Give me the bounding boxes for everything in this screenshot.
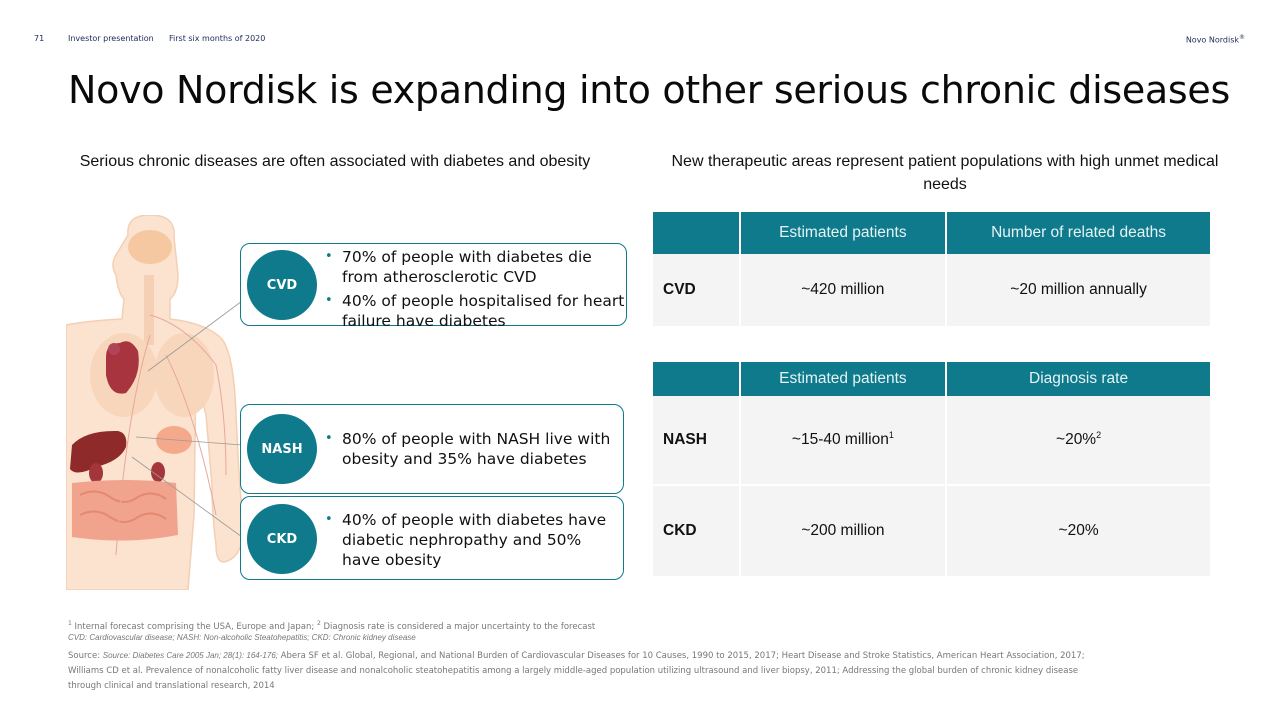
nash-patients bbox=[741, 396, 946, 484]
source-italic: Source: Diabetes Care 2005 Jan; 28(1): 164-176; bbox=[102, 651, 278, 660]
table-row bbox=[653, 254, 1210, 326]
breadcrumb-presentation: Investor presentation bbox=[68, 34, 154, 43]
cvd-deaths: ~20 million annually bbox=[947, 254, 1210, 326]
slide-header bbox=[0, 34, 1280, 46]
abbreviations: CVD: Cardiovascular disease; NASH: Non-alcoholic Steatohepatitis; CKD: Chronic kidney disease bbox=[68, 633, 416, 642]
brand-name: Novo Nordisk bbox=[1185, 35, 1239, 45]
nash-patients-value: ~15-40 million bbox=[791, 431, 889, 448]
header-estimated-patients: Estimated patients bbox=[741, 212, 946, 254]
nash-bullet-1: • 80% of people with NASH live with obesity and 35% have diabetes bbox=[325, 429, 623, 469]
header-empty bbox=[653, 212, 739, 254]
table-header-row bbox=[653, 212, 1210, 254]
nash-badge: NASH bbox=[247, 414, 317, 484]
source-line-1 bbox=[68, 648, 1085, 664]
table-row bbox=[653, 396, 1210, 484]
footnote-marker-2: 2 bbox=[316, 620, 321, 627]
header-empty bbox=[653, 362, 739, 396]
footnote-ref-1: 1 bbox=[888, 429, 894, 440]
page-number: 71 bbox=[34, 34, 45, 43]
ckd-patients: ~200 million bbox=[741, 486, 946, 576]
nash-ckd-table bbox=[651, 362, 1212, 576]
cvd-bullets bbox=[325, 247, 626, 331]
ckd-bullet-1: • 40% of people with diabetes have diabetic nephropathy and 50% have obesity bbox=[325, 510, 623, 570]
table-row bbox=[653, 486, 1210, 576]
cvd-patients: ~420 million bbox=[741, 254, 946, 326]
footnote-1: Internal forecast comprising the USA, Europe and Japan; bbox=[74, 621, 315, 632]
ckd-bullets bbox=[325, 510, 623, 570]
table-header-row bbox=[653, 362, 1210, 396]
source-line-3: through clinical and translational research, 2014 bbox=[68, 681, 275, 691]
breadcrumb-period: First six months of 2020 bbox=[169, 34, 266, 43]
registered-mark: ® bbox=[1239, 34, 1245, 41]
page-title: Novo Nordisk is expanding into other serious chronic diseases bbox=[68, 68, 1230, 112]
source-line-2: Williams CD et al. Prevalence of nonalcoholic fatty liver disease and nonalcoholic steatohepatitis among a largely middle-aged population utilizing ultrasound and liver biopsy, 2011; Addressing the global burden of chronic kidney disease bbox=[68, 666, 1079, 676]
cvd-bullet-2: • 40% of people hospitalised for heart failure have diabetes bbox=[325, 291, 626, 331]
header-diagnosis-rate: Diagnosis rate bbox=[947, 362, 1210, 396]
footnote-2: Diagnosis rate is considered a major uncertainty to the forecast bbox=[323, 621, 596, 632]
nash-bullets bbox=[325, 429, 623, 469]
cvd-badge: CVD bbox=[247, 250, 317, 320]
row-label-ckd: CKD bbox=[653, 486, 739, 576]
sources bbox=[68, 648, 1085, 694]
cvd-table bbox=[651, 212, 1212, 326]
source-text-1: Abera SF et al. Global, Regional, and National Burden of Cardiovascular Diseases for 10 Causes, 1990 to 2015, 2017; Heart Disease and Stroke Statistics, American Heart Association, 2017; bbox=[280, 651, 1085, 661]
cvd-bullet-1: • 70% of people with diabetes die from atherosclerotic CVD bbox=[325, 247, 626, 287]
nash-diagnosis-value: ~20% bbox=[1056, 431, 1097, 448]
callout-ckd bbox=[240, 496, 624, 580]
brand-label bbox=[1186, 34, 1245, 45]
left-subheading: Serious chronic diseases are often associated with diabetes and obesity bbox=[79, 153, 591, 170]
footnotes bbox=[68, 620, 595, 632]
footnote-ref-2: 2 bbox=[1096, 429, 1102, 440]
ckd-badge: CKD bbox=[247, 504, 317, 574]
row-label-cvd: CVD bbox=[653, 254, 739, 326]
footnote-marker-1: 1 bbox=[68, 620, 72, 627]
ckd-diagnosis-rate: ~20% bbox=[947, 486, 1210, 576]
human-anatomy-illustration bbox=[66, 215, 246, 590]
callout-nash bbox=[240, 404, 624, 494]
right-subheading: New therapeutic areas represent patient populations with high unmet medical needs bbox=[671, 153, 1219, 193]
source-label: Source: bbox=[68, 651, 101, 661]
row-label-nash: NASH bbox=[653, 396, 739, 484]
callout-cvd bbox=[240, 243, 627, 330]
header-related-deaths: Number of related deaths bbox=[947, 212, 1210, 254]
header-estimated-patients: Estimated patients bbox=[741, 362, 946, 396]
nash-diagnosis-rate bbox=[947, 396, 1210, 484]
